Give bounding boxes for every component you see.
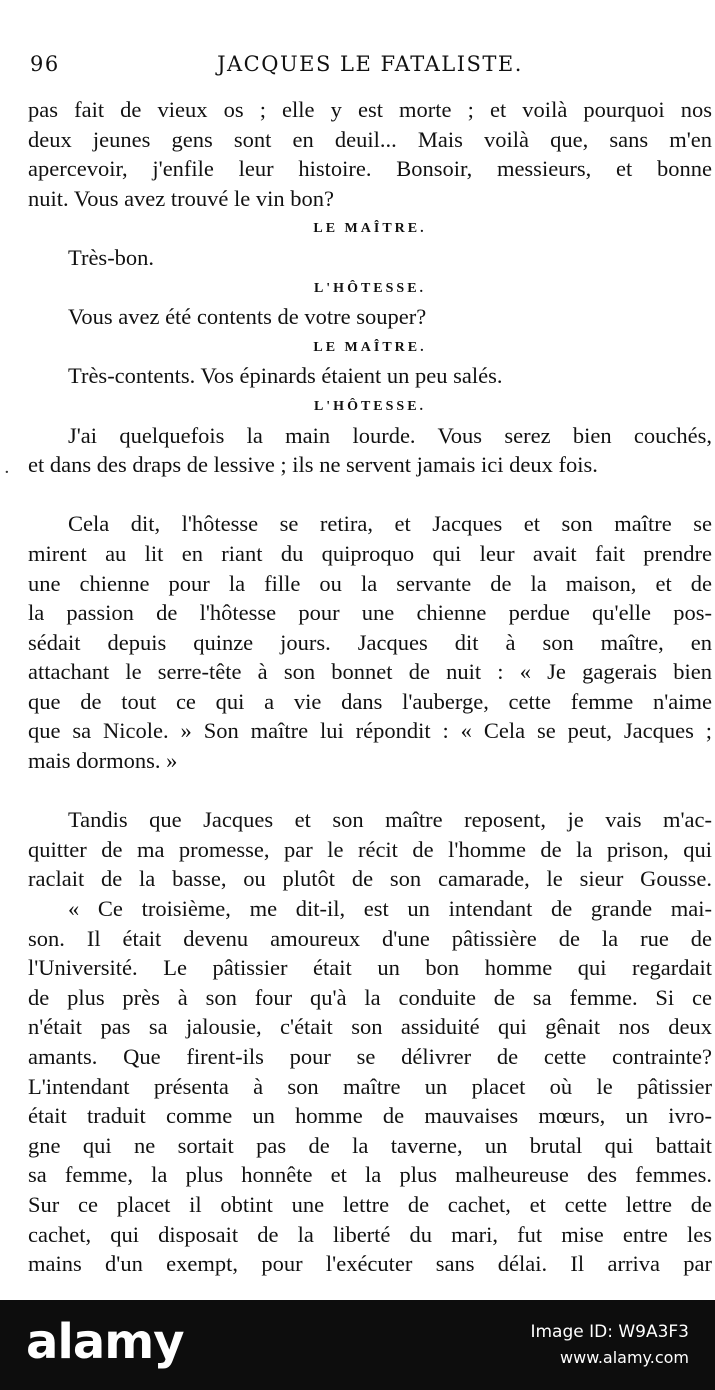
speaker-label: LE MAÎTRE. — [313, 339, 427, 355]
paragraph-gap — [28, 776, 712, 806]
image-id-label: Image ID: W9A3F3 — [530, 1322, 689, 1342]
text-line: n'était pas sa jalousie, c'était son assiduité qui gênait nos deux — [28, 1014, 712, 1040]
text-line: mains d'un exempt, pour l'exécuter sans délai. Il arriva par — [28, 1251, 712, 1277]
text-line: était traduit comme un homme de mauvaises mœurs, un ivro- — [28, 1103, 712, 1129]
text-line: Très-contents. Vos épinards étaient un peu salés. — [68, 363, 503, 389]
margin-mark: · — [4, 462, 10, 483]
text-line: « Ce troisième, me dit-il, est un intendant de grande mai- — [68, 896, 712, 922]
text-line: Tandis que Jacques et son maître reposent, je vais m'ac- — [68, 807, 712, 833]
text-line: l'Université. Le pâtissier était un bon homme qui regardait — [28, 955, 712, 981]
brand-logo: alamy — [26, 1314, 184, 1370]
text-line: Cela dit, l'hôtesse se retira, et Jacques et son maître se — [68, 511, 712, 537]
text-line: la passion de l'hôtesse pour une chienne perdue qu'elle pos- — [28, 600, 712, 626]
text-line: sa femme, la plus honnête et la plus malheureuse des femmes. — [28, 1162, 712, 1188]
text-line: cachet, qui disposait de la liberté du mari, fut mise entre les — [28, 1221, 712, 1247]
text-line: nuit. Vous avez trouvé le vin bon? — [28, 185, 334, 211]
text-line: mais dormons. » — [28, 748, 178, 774]
text-line: L'intendant présenta à son maître un placet où le pâtissier — [28, 1073, 712, 1099]
text-line: apercevoir, j'enfile leur histoire. Bonsoir, messieurs, et bonne — [28, 156, 712, 182]
text-line: que de tout ce qui a vie dans l'auberge, cette femme n'aime — [28, 688, 712, 714]
text-line: Très-bon. — [68, 244, 155, 270]
text-line: Vous avez été contents de votre souper? — [68, 304, 427, 330]
speaker-label: L'HÔTESSE. — [313, 398, 427, 414]
text-line: que sa Nicole. » Son maître lui répondit : « Cela se peut, Jacques ; — [28, 718, 712, 744]
text-line: et dans des draps de lessive ; ils ne servent jamais ici deux fois. — [28, 452, 598, 478]
text-line: Sur ce placet il obtint une lettre de cachet, et cette lettre de — [28, 1191, 712, 1217]
text-line: J'ai quelquefois la main lourde. Vous serez bien couchés, — [68, 422, 712, 448]
text-line: raclait de la basse, ou plutôt de son camarade, le sieur Gousse. — [28, 866, 712, 892]
running-header — [30, 52, 710, 78]
text-line: attachant le serre-tête à son bonnet de nuit : « Je gagerais bien — [28, 659, 712, 685]
website-label: www.alamy.com — [560, 1348, 689, 1367]
text-line: de plus près à son four qu'à la conduite de sa femme. Si ce — [28, 984, 712, 1010]
paragraph-gap — [28, 480, 712, 510]
text-line: deux jeunes gens sont en deuil... Mais voilà que, sans m'en — [28, 126, 712, 152]
page-body-text — [28, 95, 712, 1279]
text-line: mirent au lit en riant du quiproquo qui leur avait fait prendre — [28, 540, 712, 566]
watermark-footer — [0, 1300, 715, 1390]
text-line: son. Il était devenu amoureux d'une pâtissière de la rue de — [28, 925, 712, 951]
speaker-label: LE MAÎTRE. — [313, 221, 427, 237]
text-line: quitter de ma promesse, par le récit de l'homme de la prison, qui — [28, 836, 712, 862]
speaker-label: L'HÔTESSE. — [313, 280, 427, 296]
text-line: sédait depuis quinze jours. Jacques dit à son maître, en — [28, 629, 712, 655]
text-line: amants. Que firent-ils pour se délivrer de cette contrainte? — [28, 1044, 712, 1069]
page-number: 96 — [30, 52, 60, 76]
running-title: JACQUES LE FATALISTE. — [217, 52, 523, 76]
text-line: gne qui ne sortait pas de la taverne, un brutal qui battait — [28, 1132, 712, 1158]
text-line: une chienne pour la fille ou la servante de la maison, et de — [28, 570, 712, 596]
text-line: pas fait de vieux os ; elle y est morte ; et voilà pourquoi nos — [28, 97, 712, 122]
